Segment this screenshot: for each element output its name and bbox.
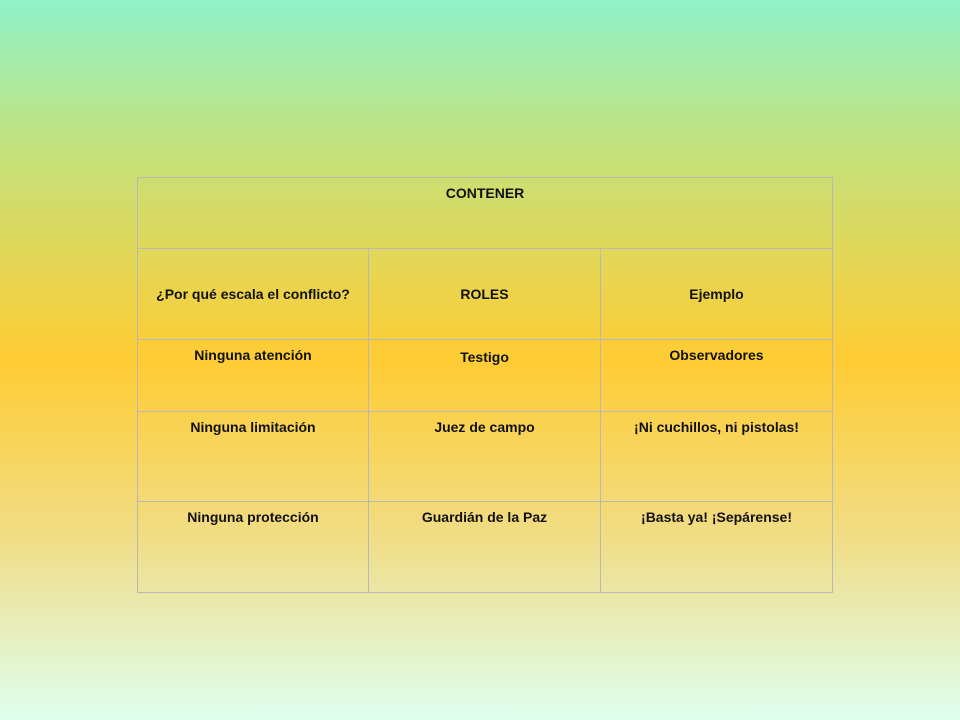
header-roles: ROLES bbox=[369, 249, 601, 340]
table-cell: Testigo bbox=[369, 340, 601, 412]
table-row bbox=[138, 340, 833, 412]
table-cell: Ninguna limitación bbox=[138, 412, 369, 502]
table-cell: ¡Ni cuchillos, ni pistolas! bbox=[601, 412, 833, 502]
table-cell: Ninguna atención bbox=[138, 340, 369, 412]
table-row bbox=[138, 412, 833, 502]
table-title-row bbox=[138, 178, 833, 249]
header-example: Ejemplo bbox=[601, 249, 833, 340]
table-row bbox=[138, 502, 833, 593]
header-cause: ¿Por qué escala el conflicto? bbox=[138, 249, 369, 340]
content-table bbox=[137, 177, 833, 593]
table-title: CONTENER bbox=[138, 178, 833, 249]
table-cell: Juez de campo bbox=[369, 412, 601, 502]
table-cell: ¡Basta ya! ¡Sepárense! bbox=[601, 502, 833, 593]
table-cell: Ninguna protección bbox=[138, 502, 369, 593]
table-cell: Observadores bbox=[601, 340, 833, 412]
table-header-row bbox=[138, 249, 833, 340]
table-cell: Guardián de la Paz bbox=[369, 502, 601, 593]
